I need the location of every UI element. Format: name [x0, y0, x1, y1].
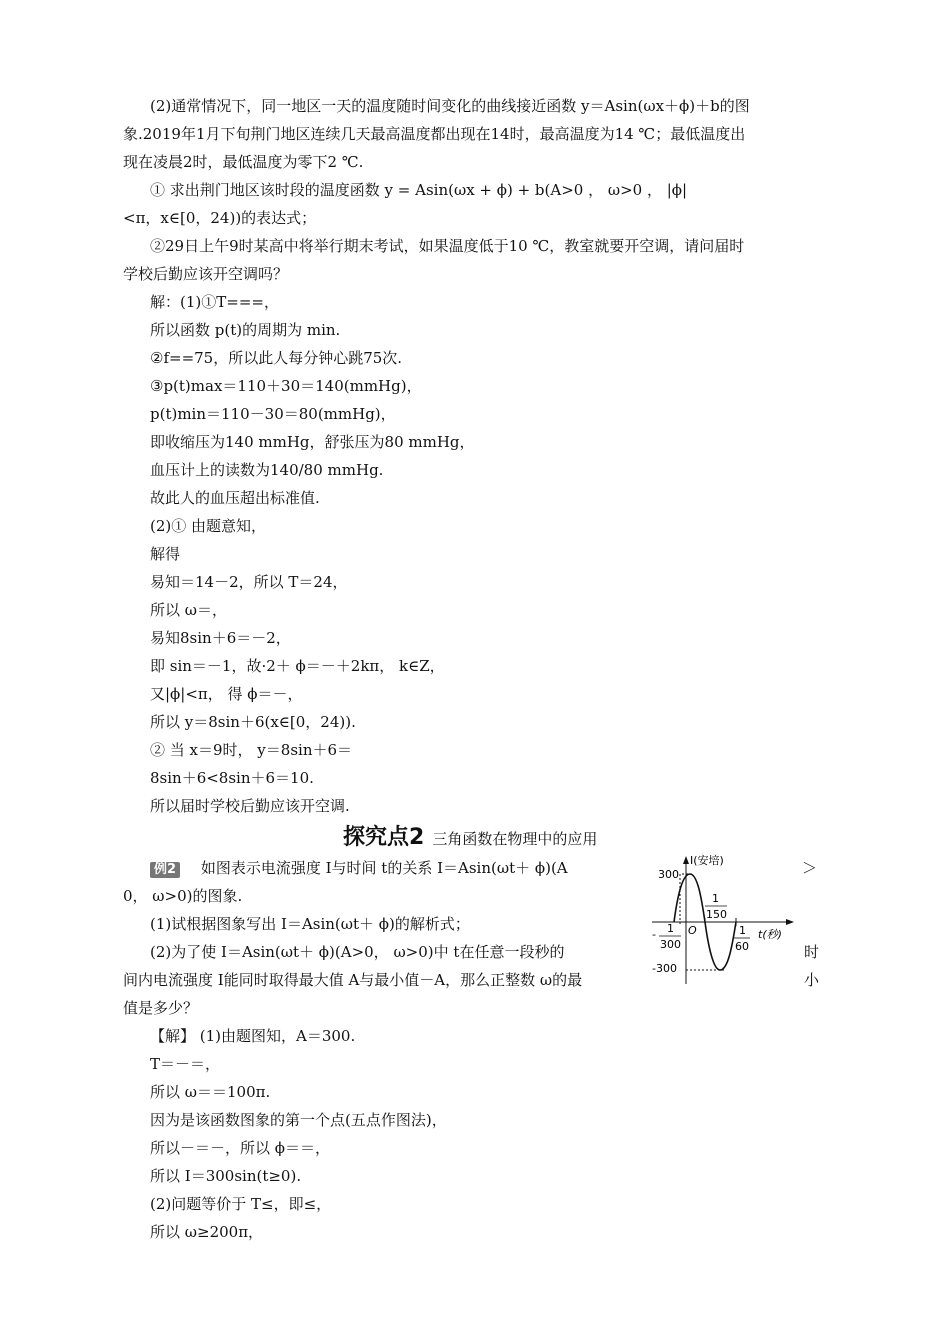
solution-line: 所以 y＝8sin＋6(x∈[0，24)). [150, 713, 356, 731]
y-max-label: 300 [658, 868, 679, 881]
solution-line: 又|ϕ|<π， 得 ϕ＝－， [150, 685, 303, 703]
solution-line: 8sin＋6<8sin＋6＝10. [150, 769, 314, 787]
solution-line: 易知＝14－2，所以 T＝24， [150, 573, 348, 591]
solution-line: ②f==75，所以此人每分钟心跳75次. [150, 349, 403, 367]
ex-solution-line: 【解】 (1)由题图知，A＝300. [150, 1027, 356, 1045]
problem2-line-1: (2)通常情况下，同一地区一天的温度随时间变化的曲线接近函数 y＝Asin(ωx＋ϕ)＋b的图 [150, 97, 750, 115]
example-right-xiao: 小 [804, 971, 820, 989]
problem2-sub2-line-1: ②29日上午9时某高中将举行期末考试，如果温度低于10 ℃，教室就要开空调，请问届时 [150, 237, 745, 255]
section-title: 探究点2 [343, 825, 425, 850]
ex-solution-line: 所以 I＝300sin(t≥0). [150, 1167, 302, 1185]
frac-neg-num: 1 [667, 922, 674, 935]
example-line-6: 值是多少？ [123, 999, 199, 1017]
problem2-line-3: 现在凌晨2时，最低温度为零下2 ℃. [123, 153, 364, 171]
frac-150-den: 150 [706, 908, 727, 921]
problem2-sub1-line-1: ① 求出荆门地区该时段的温度函数 y = Asin(ωx + ϕ) + b(A>0 ， ω>0 ， |ϕ| [150, 181, 688, 199]
example-badge: 例2 [150, 862, 180, 878]
solution-line: 所以 ω＝， [150, 601, 227, 619]
solution-line: ② 当 x＝9时， y＝8sin＋6＝ [150, 741, 353, 759]
solution-line: 即 sin＝－1，故·2＋ ϕ＝－＋2kπ， k∈Z， [150, 657, 445, 675]
section-heading [343, 820, 597, 851]
solution-line: (2)① 由题意知， [150, 517, 267, 535]
solution-line: 所以函数 p(t)的周期为 min. [150, 321, 341, 339]
ex-solution-line: T＝－＝， [150, 1055, 221, 1073]
frac-60-den: 60 [735, 940, 749, 953]
ex-solution-line: (2)问题等价于 T≤，即≤， [150, 1195, 332, 1213]
solution-line: 易知8sin＋6＝－2， [150, 629, 291, 647]
problem2-sub2-line-2: 学校后勤应该开空调吗？ [123, 265, 289, 283]
solution-line: p(t)min＝110－30＝80(mmHg)， [150, 405, 396, 423]
example-right-gt: ＞ [802, 859, 818, 877]
frac-neg-sign: - [652, 928, 656, 941]
example-right-shi: 时 [804, 943, 820, 961]
solution-line: 解得 [150, 545, 181, 563]
solution-line: 故此人的血压超出标准值. [150, 489, 320, 507]
example-line-1 [150, 858, 568, 878]
current-time-graph [650, 852, 800, 988]
problem2-line-2: 象.2019年1月下旬荆门地区连续几天最高温度都出现在14时，最高温度为14 ℃；最低温度出 [123, 125, 746, 143]
example-line-2: 0， ω>0)的图象. [123, 887, 243, 905]
ex-solution-line: 所以 ω＝＝100π. [150, 1083, 271, 1101]
solution-line: 解：(1)①T===， [150, 293, 279, 311]
ex-solution-line: 所以 ω≥200π， [150, 1223, 264, 1241]
frac-60-num: 1 [739, 924, 746, 937]
x-axis-label: t(秒) [758, 928, 782, 941]
frac-neg-den: 300 [660, 938, 681, 951]
origin-label: O [688, 924, 697, 937]
example-text: 如图表示电流强度 I与时间 t的关系 I＝Asin(ωt＋ ϕ)(A [200, 859, 568, 877]
ex-solution-line: 所以－＝－，所以 ϕ＝＝， [150, 1139, 330, 1157]
x-axis-arrow-icon [786, 919, 794, 925]
y-axis-arrow-icon [683, 856, 689, 864]
y-axis-label: I(安培) [690, 854, 724, 867]
example-line-5: 间内电流强度 I能同时取得最大值 A与最小值－A，那么正整数 ω的最 [123, 971, 583, 989]
solution-line: 即收缩压为140 mmHg，舒张压为80 mmHg， [150, 433, 475, 451]
problem2-sub1-line-2: <π，x∈[0，24))的表达式； [123, 209, 317, 227]
ex-solution-line: 因为是该函数图象的第一个点(五点作图法)， [150, 1111, 447, 1129]
example-line-3: (1)试根据图象写出 I＝Asin(ωt＋ ϕ)的解析式； [150, 915, 470, 933]
solution-line: 血压计上的读数为140/80 mmHg. [150, 461, 384, 479]
y-min-label: -300 [652, 962, 677, 975]
example-line-4: (2)为了使 I＝Asin(ωt＋ ϕ)(A>0， ω>0)中 t在任意一段秒的 [150, 943, 565, 961]
section-subtitle: 三角函数在物理中的应用 [432, 830, 598, 848]
frac-150-num: 1 [712, 892, 719, 905]
solution-line: ③p(t)max＝110＋30＝140(mmHg)， [150, 377, 422, 395]
solution-line: 所以届时学校后勤应该开空调. [150, 797, 350, 815]
